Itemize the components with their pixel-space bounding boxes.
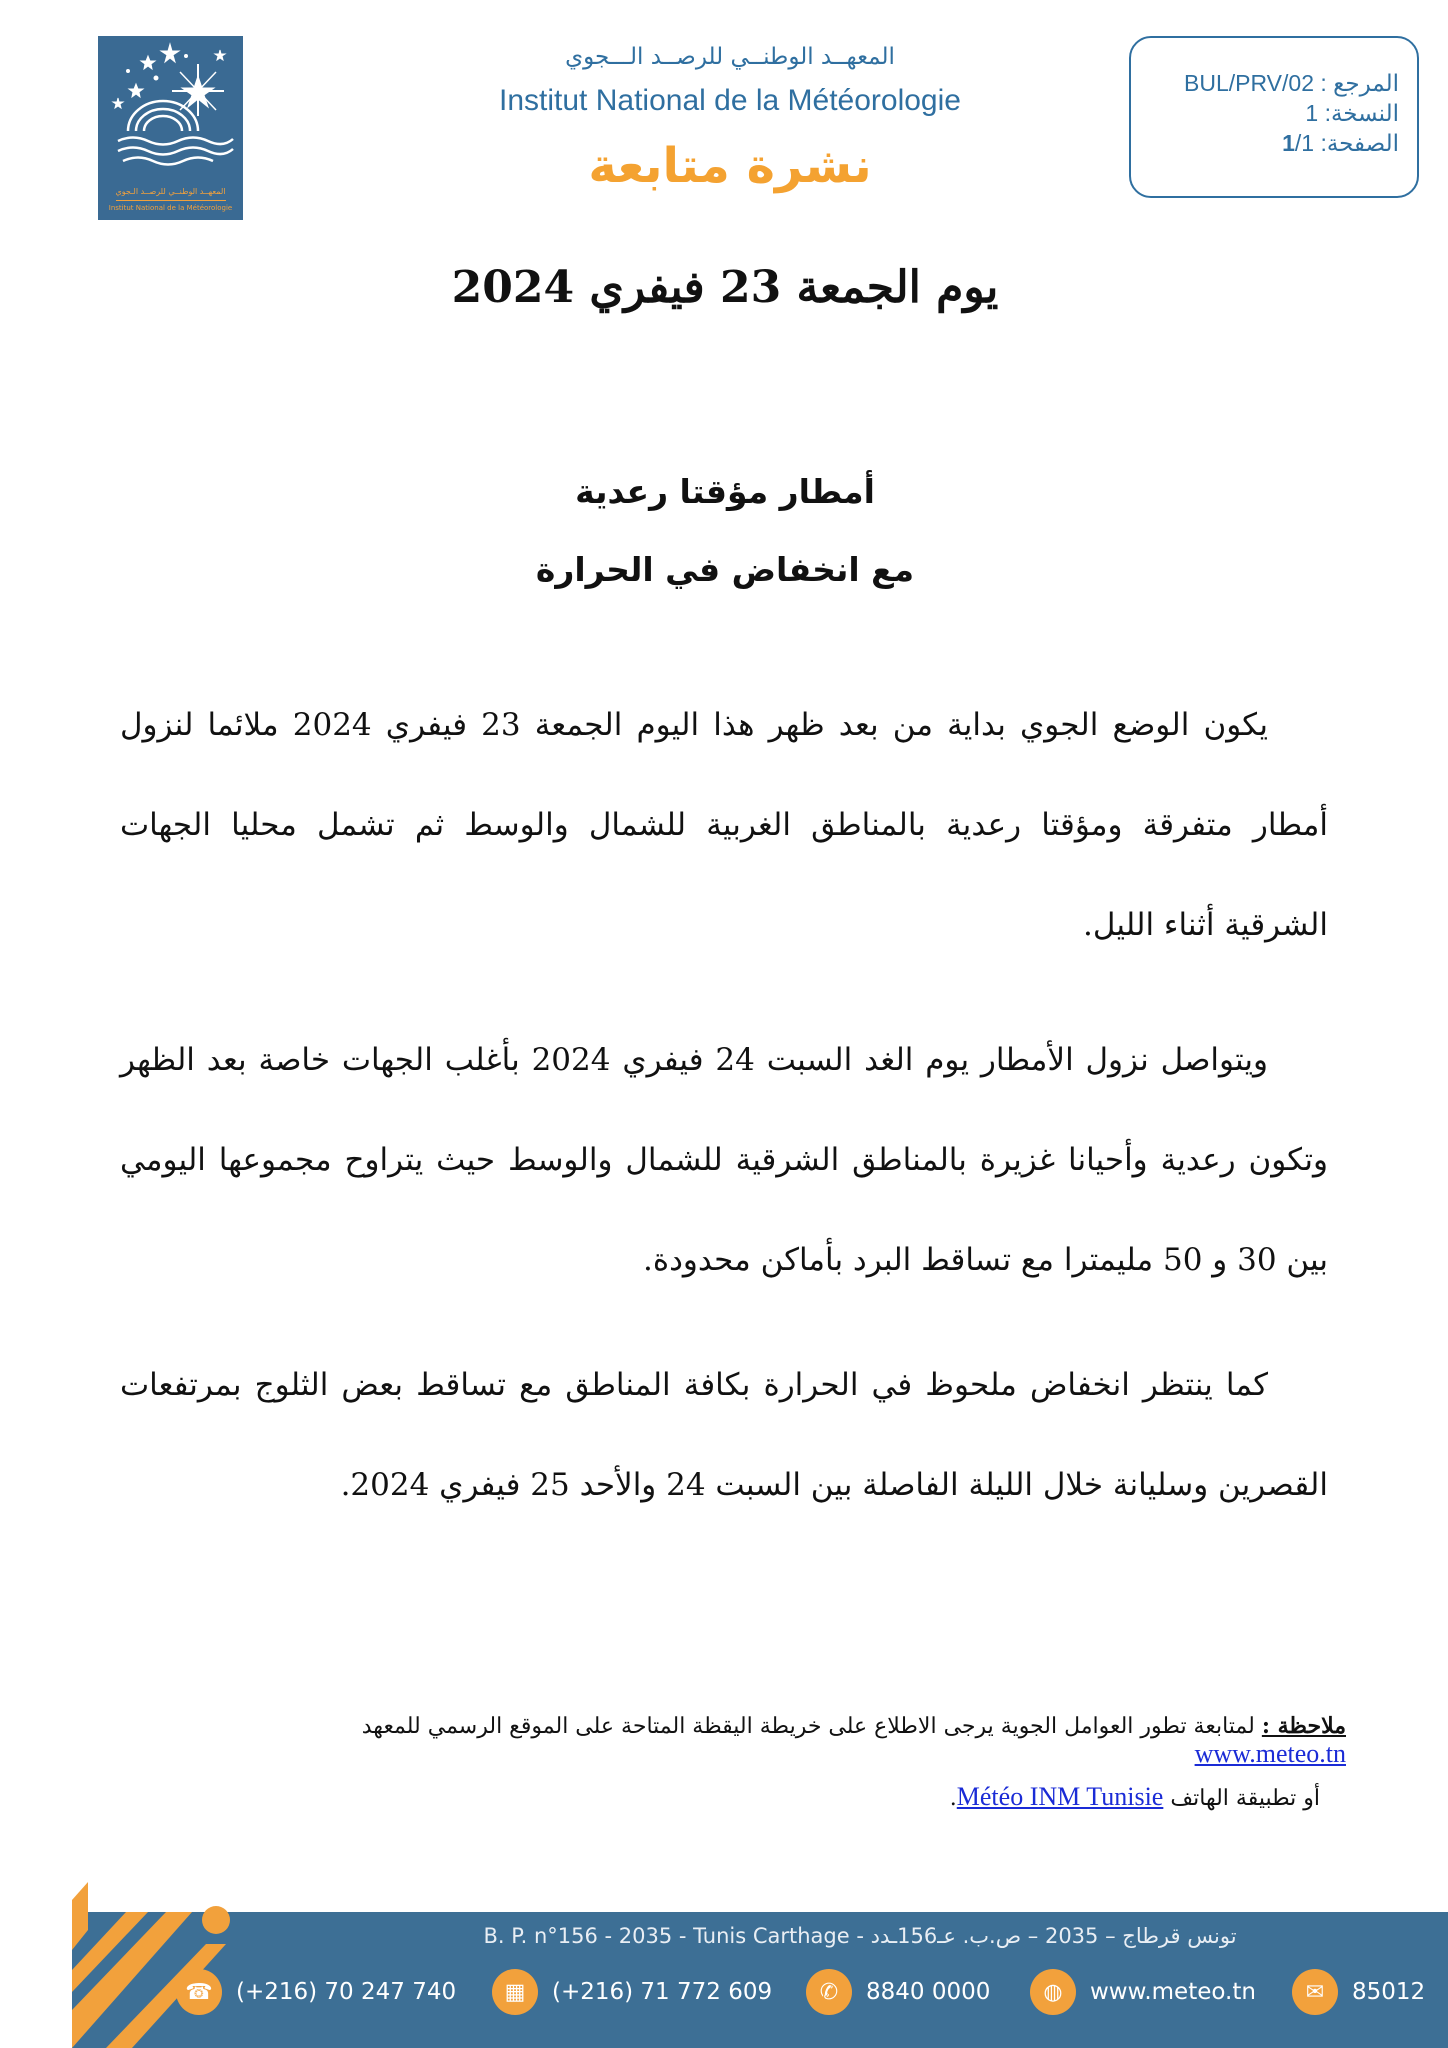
- app-link[interactable]: Météo INM Tunisie: [956, 1782, 1164, 1811]
- page-value: [1282, 130, 1314, 156]
- logo-caption-ar: المعهــد الوطنــي للرصــد الـجوي: [115, 187, 226, 196]
- footer-website: [1030, 1968, 1256, 2016]
- note-line-2: [240, 1782, 1320, 1812]
- headline-line-1: أمطار مؤقتا رعدية: [575, 472, 875, 511]
- website-link[interactable]: www.meteo.tn: [1194, 1739, 1346, 1768]
- ref-label: المرجع :: [1320, 70, 1399, 96]
- hotline-icon: ✆: [806, 1969, 852, 2015]
- hotline-number: 8840 0000: [866, 1979, 991, 2005]
- footer-decoration-icon: [66, 1860, 236, 2048]
- paragraph-2: ويتواصل نزول الأمطار يوم الغد السبت 24 فيفري 2024 بأغلب الجهات خاصة بعد الظهر وتكون رعدية وأحيانا غزيرة بالمناطق الشرقية للشمال والوسط حيث يتراوح مجموعها اليومي بين 30 و 50 مليمترا مع تساقط البرد بأماكن محدودة.: [120, 1042, 1328, 1278]
- page-label: الصفحة:: [1320, 130, 1399, 156]
- globe-icon: ◍: [1030, 1969, 1076, 2015]
- logo-stars-icon: [98, 36, 243, 186]
- institute-logo: [98, 36, 243, 220]
- headline-line-2: مع انخفاض في الحرارة: [535, 550, 915, 589]
- footer-website-text[interactable]: www.meteo.tn: [1090, 1979, 1256, 2005]
- phone-icon: ☎: [176, 1969, 222, 2015]
- institute-name-fr: Institut National de la Météorologie: [499, 84, 961, 117]
- footer-hotline: [806, 1968, 990, 2016]
- version-label: النسخة:: [1324, 100, 1399, 126]
- reference-box: [1129, 36, 1419, 198]
- logo-caption: [98, 182, 243, 220]
- logo-caption-fr: Institut National de la Météorologie: [108, 204, 233, 212]
- version-value: 1: [1305, 100, 1319, 126]
- paragraph-1: يكون الوضع الجوي بداية من بعد ظهر هذا اليوم الجمعة 23 فيفري 2024 ملائما لنزول أمطار متفرقة ومؤقتا رعدية بالمناطق الغربية للشمال والوسط ثم تشمل محليا الجهات الشرقية أثناء الليل.: [120, 707, 1328, 943]
- footer-phone: [176, 1968, 456, 2016]
- app-suffix: .: [949, 1786, 957, 1811]
- note-text: لمتابعة تطور العوامل الجوية يرجى الاطلاع على خريطة اليقظة المتاحة على الموقع الرسمي للمعهد: [361, 1714, 1255, 1739]
- fax-icon: ▦: [492, 1969, 538, 2015]
- version-row: [1131, 98, 1399, 128]
- page-value-current: 1: [1282, 130, 1295, 156]
- bulletin-date: يوم الجمعة 23 فيفري 2024: [451, 262, 999, 313]
- footer-fax: [492, 1968, 772, 2016]
- fax-number: (+216) 71 772 609: [552, 1979, 773, 2005]
- sms-number: 85012: [1352, 1979, 1426, 2005]
- page-row: [1131, 128, 1399, 158]
- ref-value: BUL/PRV/02: [1184, 70, 1314, 96]
- footer-address: B. P. n°156 - 2035 - Tunis Carthage - تونس قرطاج – 2035 – ص.ب. عـ156ـدد: [483, 1924, 1237, 1948]
- note-line-1: [240, 1713, 1346, 1769]
- phone-number: (+216) 70 247 740: [236, 1979, 457, 2005]
- app-prefix: أو تطبيقة الهاتف: [1170, 1786, 1320, 1811]
- ref-row: [1131, 68, 1399, 98]
- institute-name-ar: المعهــد الوطنــي للرصــد الـــجوي: [565, 44, 895, 70]
- note-label: ملاحظة :: [1261, 1713, 1346, 1739]
- paragraph-3: كما ينتظر انخفاض ملحوظ في الحرارة بكافة المناطق مع تساقط بعض الثلوج بمرتفعات القصرين وسليانة خلال الليلة الفاصلة بين السبت 24 والأحد 25 فيفري 2024.: [120, 1367, 1328, 1503]
- page-value-total: /1: [1294, 130, 1315, 156]
- bulletin-title: نشرة متابعة: [588, 138, 872, 194]
- footer-sms: [1292, 1968, 1425, 2016]
- sms-icon: ✉: [1292, 1969, 1338, 2015]
